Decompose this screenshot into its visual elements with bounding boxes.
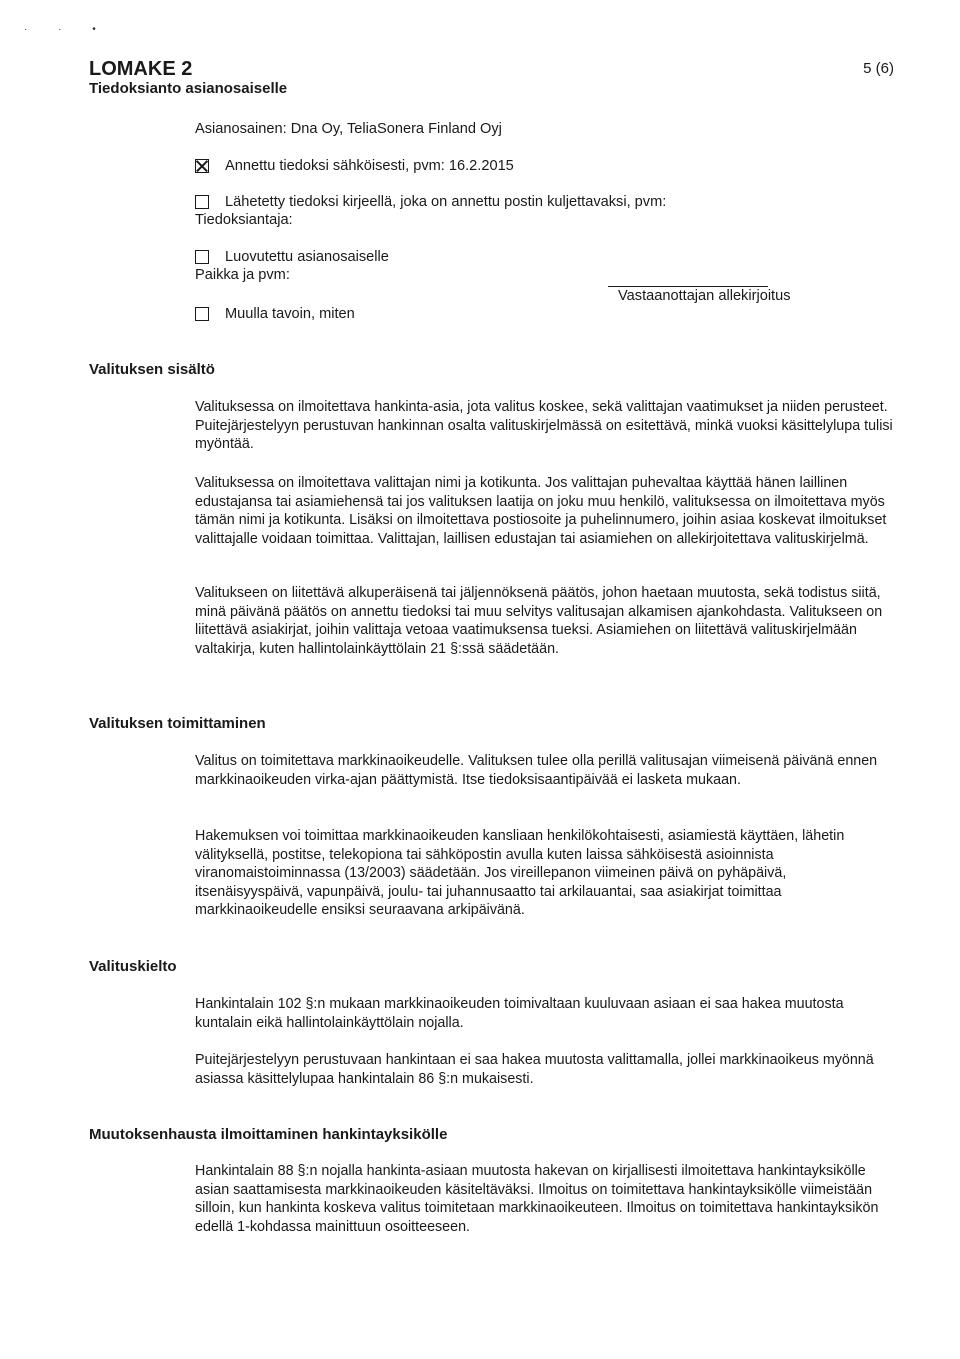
section-paragraph: Hakemuksen voi toimittaa markkinaoikeuden kansliaan henkilökohtaisesti, asiamiestä käyttäen, lähetin välityksellä, postitse, telekopiona tai sähköpostin avulla kuten laissa sähköisestä asioinnista viranomaistoiminnassa (13/2003) säädetään. Jos vireillepanon viimeinen päivä on pyhäpäivä, itsenäisyyspäivä, vapunpäivä, joulu- tai juhannusaatto tai arkilauantai, saa asiakirjat toimittaa markkinaoikeudelle ensiksi seuraavana arkipäivänä. <box>195 828 845 919</box>
sender-label: Tiedoksiantaja: <box>195 212 293 228</box>
option-label: Annettu tiedoksi sähköisesti, pvm: 16.2.2015 <box>225 158 514 174</box>
option-label: Luovutettu asianosaiselle <box>225 249 389 265</box>
checkbox-empty-icon[interactable] <box>195 307 209 321</box>
form-subtitle: Tiedoksianto asianosaiselle <box>89 80 288 97</box>
section-paragraph: Valituksessa on ilmoitettava valittajan nimi ja kotikunta. Jos valittajan puhevaltaa käyttää hänen laillinen edustajansa tai asiamiehensä tai jos valituksen laatija on joku muu henkilö, valituksessa on ilmoitettava myös tämän nimi ja kotikunta. Lisäksi on ilmoitettava postiosoite ja puhelinnumero, joihin asiaa koskevat ilmoitukset valittajalle voidaan toimittaa. Valittajan, laillisen edustajan tai asiamiehen on allekirjoitettava valituskirjelmä. <box>195 475 887 547</box>
checkbox-empty-icon[interactable] <box>195 195 209 209</box>
checkbox-empty-icon[interactable] <box>195 250 209 264</box>
section-paragraph: Valitus on toimitettava markkinaoikeudelle. Valituksen tulee olla perillä valitusajan viimeisenä päivänä ennen markkinaoikeuden virka-ajan päättymistä. Itse tiedoksisaantipäivää ei lasketa mukaan. <box>195 753 878 788</box>
scan-specks: · · • <box>24 24 110 35</box>
option-handed[interactable] <box>195 248 389 266</box>
section-heading: Valituskielto <box>89 958 177 975</box>
section-heading: Valituksen toimittaminen <box>89 715 266 732</box>
section-paragraph: Hankintalain 102 §:n mukaan markkinaoikeuden toimivaltaan kuuluvaan asiaan ei saa hakea muutosta kuntalain eikä hallintolainkäyttölain nojalla. <box>195 996 844 1031</box>
option-electronic[interactable] <box>195 157 514 175</box>
place-date-label: Paikka ja pvm: <box>195 267 290 283</box>
form-title: LOMAKE 2 <box>89 58 193 80</box>
section-paragraph: Puitejärjestelyyn perustuvaan hankintaan ei saa hakea muutosta valittamalla, jollei markkinaoikeus myönnä asiassa käsittelylupaa hankintalain 86 §:n mukaisesti. <box>195 1052 874 1087</box>
section-paragraph: Valituksessa on ilmoitettava hankinta-asia, jota valitus koskee, sekä valittajan vaatimukset ja niiden perusteet. Puitejärjestelyyn perustuvan hankinnan osalta valituskirjelmässä on esitettävä, minkä vuoksi käsittelylupa tulisi myöntää. <box>195 399 893 453</box>
option-label: Lähetetty tiedoksi kirjeellä, joka on annettu postin kuljettavaksi, pvm: <box>225 194 667 210</box>
party-line: Asianosainen: Dna Oy, TeliaSonera Finland Oyj <box>195 121 502 137</box>
section-heading: Muutoksenhausta ilmoittaminen hankintayksikölle <box>89 1126 448 1143</box>
section-heading: Valituksen sisältö <box>89 361 215 378</box>
section-paragraph: Hankintalain 88 §:n nojalla hankinta-asiaan muutosta hakevan on kirjallisesti ilmoitettava hankintayksikölle asian saattamisesta markkinaoikeuden käsiteltäväksi. Ilmoitus on toimitettava hankintayksikölle viimeistään silloin, kun hankinta koskeva valitus toimitetaan markkinaoikeuteen. Ilmoitus on toimitettava hankintayksikön edellä 1-kohdassa mainittuun osoitteeseen. <box>195 1163 879 1235</box>
page-number: 5 (6) <box>863 60 894 77</box>
option-label: Muulla tavoin, miten <box>225 306 355 322</box>
section-paragraph: Valitukseen on liitettävä alkuperäisenä tai jäljennöksenä päätös, johon haetaan muutosta, sekä todistus siitä, minä päivänä päätös on annettu tiedoksi tai muu selvitys valitusajan alkamisen ajankohdasta. Valitukseen on liitettävä asiakirjat, joihin valittaja vetoaa vaatimuksensa tueksi. Asiamiehen on liitettävä valituskirjelmään valtakirja, kuten hallintolainkäyttölain 21 §:ssä säädetään. <box>195 585 883 657</box>
signature-label: Vastaanottajan allekirjoitus <box>618 288 791 304</box>
option-other[interactable] <box>195 305 355 323</box>
option-letter[interactable] <box>195 193 666 211</box>
checkbox-checked-icon[interactable] <box>195 159 209 173</box>
